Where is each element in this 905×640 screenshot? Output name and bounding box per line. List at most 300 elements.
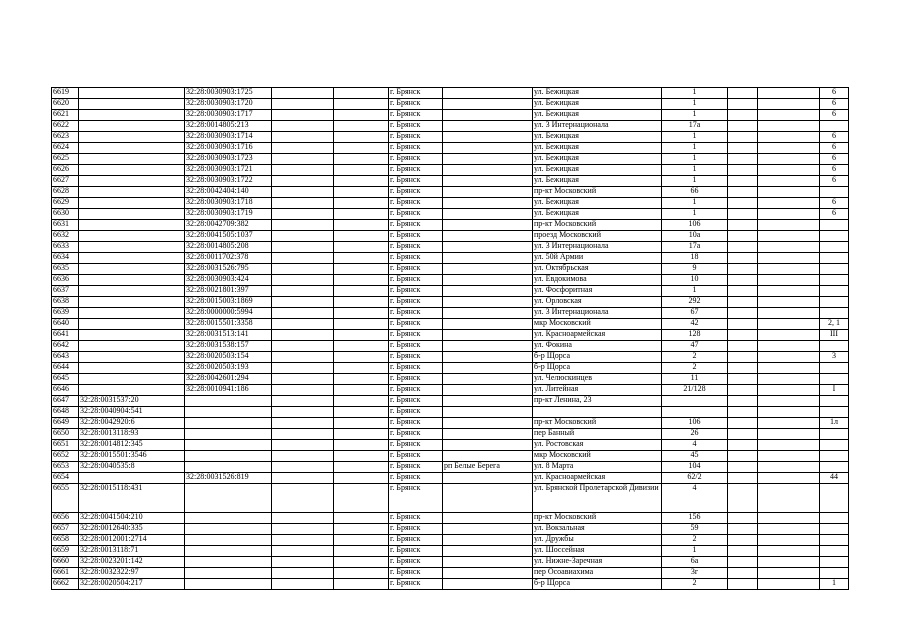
table-row: [52, 308, 849, 319]
empty-cell: [334, 484, 389, 513]
table-row: [52, 187, 849, 198]
empty-cell: [758, 440, 820, 451]
house-number-cell: 6а: [662, 557, 728, 568]
cadastral-number-land: [79, 275, 185, 286]
row-number: 6653: [52, 462, 79, 473]
empty-cell: [272, 484, 334, 513]
house-number-cell: 18: [662, 253, 728, 264]
house-number-cell: 2: [662, 535, 728, 546]
empty-cell: [334, 231, 389, 242]
empty-cell: [272, 88, 334, 99]
street-cell: ул. Орловская: [533, 297, 662, 308]
street-cell: [533, 407, 662, 418]
city-cell: г. Брянск: [389, 220, 443, 231]
empty-cell: [334, 253, 389, 264]
settlement-cell: [443, 319, 533, 330]
cadastral-number-land: 32:28:0014812:345: [79, 440, 185, 451]
empty-cell: [272, 275, 334, 286]
cadastral-number-land: [79, 187, 185, 198]
empty-cell: [728, 297, 758, 308]
row-number: 6639: [52, 308, 79, 319]
premises-cell: 6: [820, 99, 849, 110]
settlement-cell: [443, 165, 533, 176]
table-row: [52, 535, 849, 546]
empty-cell: [334, 418, 389, 429]
house-number-cell: 1: [662, 99, 728, 110]
street-cell: ул. Брянской Пролетарской Дивизии: [533, 484, 662, 513]
empty-cell: [728, 568, 758, 579]
row-number: 6662: [52, 579, 79, 590]
street-cell: б-р Щорса: [533, 579, 662, 590]
empty-cell: [272, 176, 334, 187]
empty-cell: [272, 209, 334, 220]
city-cell: г. Брянск: [389, 121, 443, 132]
table-row: [52, 396, 849, 407]
city-cell: г. Брянск: [389, 462, 443, 473]
house-number-cell: 59: [662, 524, 728, 535]
premises-cell: I: [820, 385, 849, 396]
city-cell: г. Брянск: [389, 484, 443, 513]
street-cell: ул. Бежицкая: [533, 99, 662, 110]
empty-cell: [272, 330, 334, 341]
empty-cell: [272, 165, 334, 176]
row-number: 6642: [52, 341, 79, 352]
row-number: 6655: [52, 484, 79, 513]
empty-cell: [758, 579, 820, 590]
cadastral-number-land: [79, 231, 185, 242]
empty-cell: [334, 198, 389, 209]
city-cell: г. Брянск: [389, 275, 443, 286]
empty-cell: [334, 440, 389, 451]
street-cell: ул. Бежицкая: [533, 132, 662, 143]
empty-cell: [272, 154, 334, 165]
premises-cell: III: [820, 330, 849, 341]
empty-cell: [758, 209, 820, 220]
table-row: [52, 209, 849, 220]
cadastral-number-building: 32:28:0030903:1718: [185, 198, 272, 209]
premises-cell: [820, 513, 849, 524]
city-cell: г. Брянск: [389, 242, 443, 253]
empty-cell: [728, 440, 758, 451]
table-row: [52, 440, 849, 451]
cadastral-number-building: 32:28:0030903:1725: [185, 88, 272, 99]
empty-cell: [272, 579, 334, 590]
empty-cell: [272, 440, 334, 451]
empty-cell: [758, 462, 820, 473]
row-number: 6624: [52, 143, 79, 154]
empty-cell: [758, 253, 820, 264]
row-number: 6651: [52, 440, 79, 451]
empty-cell: [758, 513, 820, 524]
empty-cell: [758, 187, 820, 198]
empty-cell: [728, 546, 758, 557]
empty-cell: [758, 451, 820, 462]
cadastral-number-land: 32:28:0031537:20: [79, 396, 185, 407]
street-cell: пр-кт Ленина, 23: [533, 396, 662, 407]
city-cell: г. Брянск: [389, 473, 443, 484]
cadastral-number-land: 32:28:0012640:335: [79, 524, 185, 535]
street-cell: б-р Щорса: [533, 363, 662, 374]
street-cell: ул. Ростовская: [533, 440, 662, 451]
empty-cell: [758, 352, 820, 363]
row-number: 6661: [52, 568, 79, 579]
settlement-cell: [443, 535, 533, 546]
row-number: 6628: [52, 187, 79, 198]
city-cell: г. Брянск: [389, 557, 443, 568]
empty-cell: [728, 264, 758, 275]
premises-cell: 3: [820, 352, 849, 363]
empty-cell: [728, 557, 758, 568]
empty-cell: [272, 110, 334, 121]
premises-cell: [820, 220, 849, 231]
cadastral-number-land: 32:28:0012001:2714: [79, 535, 185, 546]
table-row: [52, 242, 849, 253]
empty-cell: [272, 264, 334, 275]
cadastral-number-building: 32:28:0015003:1869: [185, 297, 272, 308]
empty-cell: [334, 176, 389, 187]
empty-cell: [758, 484, 820, 513]
empty-cell: [758, 330, 820, 341]
empty-cell: [272, 198, 334, 209]
settlement-cell: [443, 187, 533, 198]
row-number: 6637: [52, 286, 79, 297]
empty-cell: [728, 121, 758, 132]
city-cell: г. Брянск: [389, 264, 443, 275]
street-cell: ул. Литейная: [533, 385, 662, 396]
empty-cell: [758, 154, 820, 165]
street-cell: проезд Московский: [533, 231, 662, 242]
empty-cell: [758, 341, 820, 352]
premises-cell: [820, 546, 849, 557]
empty-cell: [272, 429, 334, 440]
cadastral-number-land: [79, 176, 185, 187]
empty-cell: [758, 275, 820, 286]
house-number-cell: 1: [662, 154, 728, 165]
premises-cell: 1: [820, 579, 849, 590]
cadastral-number-land: [79, 363, 185, 374]
street-cell: мкр Московский: [533, 451, 662, 462]
settlement-cell: [443, 330, 533, 341]
settlement-cell: [443, 513, 533, 524]
table-row: [52, 429, 849, 440]
empty-cell: [728, 286, 758, 297]
cadastral-number-building: 32:28:0000000:5994: [185, 308, 272, 319]
settlement-cell: [443, 546, 533, 557]
empty-cell: [334, 462, 389, 473]
cadastral-number-building: [185, 579, 272, 590]
settlement-cell: [443, 176, 533, 187]
settlement-cell: [443, 132, 533, 143]
empty-cell: [728, 242, 758, 253]
empty-cell: [758, 264, 820, 275]
cadastral-number-building: [185, 451, 272, 462]
premises-cell: [820, 396, 849, 407]
house-number-cell: 106: [662, 418, 728, 429]
house-number-cell: 10: [662, 275, 728, 286]
city-cell: г. Брянск: [389, 253, 443, 264]
table-row: [52, 154, 849, 165]
cadastral-number-building: 32:28:0042601:294: [185, 374, 272, 385]
street-cell: ул. Октябрьская: [533, 264, 662, 275]
table-row: [52, 484, 849, 513]
cadastral-number-building: 32:28:0030903:1716: [185, 143, 272, 154]
house-number-cell: 1: [662, 546, 728, 557]
premises-cell: [820, 286, 849, 297]
table-row: [52, 198, 849, 209]
city-cell: г. Брянск: [389, 535, 443, 546]
cadastral-number-land: [79, 308, 185, 319]
city-cell: г. Брянск: [389, 132, 443, 143]
city-cell: г. Брянск: [389, 308, 443, 319]
settlement-cell: [443, 88, 533, 99]
settlement-cell: [443, 568, 533, 579]
empty-cell: [334, 579, 389, 590]
table-row: [52, 462, 849, 473]
empty-cell: [334, 88, 389, 99]
empty-cell: [334, 451, 389, 462]
house-number-cell: 4: [662, 484, 728, 513]
table-row: [52, 352, 849, 363]
empty-cell: [272, 341, 334, 352]
empty-cell: [272, 132, 334, 143]
cadastral-number-building: [185, 418, 272, 429]
table-row: [52, 363, 849, 374]
premises-cell: 6: [820, 154, 849, 165]
empty-cell: [272, 524, 334, 535]
premises-cell: [820, 557, 849, 568]
settlement-cell: [443, 429, 533, 440]
settlement-cell: [443, 99, 533, 110]
cadastral-number-building: 32:28:0020503:154: [185, 352, 272, 363]
empty-cell: [728, 451, 758, 462]
street-cell: пер Банный: [533, 429, 662, 440]
empty-cell: [334, 513, 389, 524]
premises-cell: [820, 297, 849, 308]
cadastral-number-land: [79, 297, 185, 308]
empty-cell: [334, 99, 389, 110]
cadastral-number-land: 32:28:0041504:210: [79, 513, 185, 524]
empty-cell: [728, 513, 758, 524]
empty-cell: [758, 143, 820, 154]
house-number-cell: 2: [662, 352, 728, 363]
settlement-cell: [443, 275, 533, 286]
row-number: 6640: [52, 319, 79, 330]
settlement-cell: [443, 579, 533, 590]
cadastral-number-land: [79, 110, 185, 121]
city-cell: г. Брянск: [389, 319, 443, 330]
empty-cell: [728, 253, 758, 264]
empty-cell: [728, 418, 758, 429]
cadastral-number-building: 32:28:0011702:378: [185, 253, 272, 264]
premises-cell: [820, 275, 849, 286]
settlement-cell: [443, 286, 533, 297]
table-row: [52, 286, 849, 297]
empty-cell: [758, 363, 820, 374]
house-number-cell: 67: [662, 308, 728, 319]
empty-cell: [272, 308, 334, 319]
empty-cell: [334, 429, 389, 440]
empty-cell: [272, 535, 334, 546]
empty-cell: [728, 330, 758, 341]
table-row: [52, 374, 849, 385]
premises-cell: [820, 451, 849, 462]
empty-cell: [728, 363, 758, 374]
cadastral-number-land: [79, 88, 185, 99]
empty-cell: [758, 220, 820, 231]
empty-cell: [758, 535, 820, 546]
empty-cell: [728, 352, 758, 363]
cadastral-number-land: 32:28:0040904:541: [79, 407, 185, 418]
empty-cell: [728, 165, 758, 176]
table-row: [52, 568, 849, 579]
settlement-cell: [443, 418, 533, 429]
cadastral-number-land: [79, 264, 185, 275]
empty-cell: [272, 546, 334, 557]
cadastral-number-land: [79, 385, 185, 396]
cadastral-number-building: 32:28:0014805:208: [185, 242, 272, 253]
empty-cell: [334, 121, 389, 132]
house-number-cell: 45: [662, 451, 728, 462]
row-number: 6629: [52, 198, 79, 209]
city-cell: г. Брянск: [389, 165, 443, 176]
cadastral-number-land: 32:28:0020504:217: [79, 579, 185, 590]
settlement-cell: [443, 220, 533, 231]
empty-cell: [272, 253, 334, 264]
street-cell: ул. Бежицкая: [533, 165, 662, 176]
premises-cell: 2, 1: [820, 319, 849, 330]
table-row: [52, 99, 849, 110]
table-row: [52, 557, 849, 568]
table-row: [52, 385, 849, 396]
empty-cell: [758, 176, 820, 187]
cadastral-number-building: [185, 513, 272, 524]
table-row: [52, 132, 849, 143]
house-number-cell: 62/2: [662, 473, 728, 484]
row-number: 6630: [52, 209, 79, 220]
cadastral-number-building: [185, 440, 272, 451]
premises-cell: [820, 341, 849, 352]
empty-cell: [728, 462, 758, 473]
house-number-cell: [662, 407, 728, 418]
empty-cell: [272, 231, 334, 242]
premises-cell: 6: [820, 88, 849, 99]
row-number: 6647: [52, 396, 79, 407]
house-number-cell: 1: [662, 88, 728, 99]
row-number: 6627: [52, 176, 79, 187]
empty-cell: [728, 198, 758, 209]
table-row: [52, 297, 849, 308]
settlement-cell: [443, 473, 533, 484]
cadastral-number-land: [79, 330, 185, 341]
empty-cell: [758, 396, 820, 407]
street-cell: ул. Дружбы: [533, 535, 662, 546]
empty-cell: [272, 352, 334, 363]
empty-cell: [334, 535, 389, 546]
row-number: 6631: [52, 220, 79, 231]
cadastral-number-land: 32:28:0032322:97: [79, 568, 185, 579]
empty-cell: [728, 231, 758, 242]
cadastral-number-building: 32:28:0021801:397: [185, 286, 272, 297]
row-number: 6622: [52, 121, 79, 132]
row-number: 6646: [52, 385, 79, 396]
cadastral-number-building: [185, 568, 272, 579]
cadastral-number-building: 32:28:0030903:1719: [185, 209, 272, 220]
empty-cell: [272, 462, 334, 473]
row-number: 6657: [52, 524, 79, 535]
house-number-cell: 292: [662, 297, 728, 308]
empty-cell: [758, 374, 820, 385]
house-number-cell: 1: [662, 286, 728, 297]
empty-cell: [272, 451, 334, 462]
house-number-cell: 66: [662, 187, 728, 198]
street-cell: ул. 3 Интернационала: [533, 121, 662, 132]
empty-cell: [728, 220, 758, 231]
empty-cell: [728, 99, 758, 110]
empty-cell: [334, 557, 389, 568]
empty-cell: [758, 308, 820, 319]
city-cell: г. Брянск: [389, 154, 443, 165]
table-row: [52, 418, 849, 429]
street-cell: ул. Бежицкая: [533, 198, 662, 209]
empty-cell: [334, 352, 389, 363]
empty-cell: [334, 165, 389, 176]
premises-cell: [820, 440, 849, 451]
empty-cell: [334, 132, 389, 143]
house-number-cell: 1: [662, 198, 728, 209]
empty-cell: [758, 242, 820, 253]
empty-cell: [334, 568, 389, 579]
street-cell: ул. Вокзальная: [533, 524, 662, 535]
empty-cell: [758, 418, 820, 429]
table-row: [52, 341, 849, 352]
empty-cell: [334, 407, 389, 418]
city-cell: г. Брянск: [389, 352, 443, 363]
empty-cell: [728, 385, 758, 396]
city-cell: г. Брянск: [389, 363, 443, 374]
street-cell: ул. Бежицкая: [533, 88, 662, 99]
empty-cell: [334, 341, 389, 352]
table-row: [52, 524, 849, 535]
premises-cell: [820, 568, 849, 579]
house-number-cell: 1: [662, 209, 728, 220]
house-number-cell: 1: [662, 165, 728, 176]
empty-cell: [334, 220, 389, 231]
settlement-cell: [443, 524, 533, 535]
house-number-cell: 42: [662, 319, 728, 330]
cadastral-number-land: [79, 473, 185, 484]
empty-cell: [272, 374, 334, 385]
premises-cell: [820, 231, 849, 242]
table-row: [52, 275, 849, 286]
registry-table: [51, 87, 849, 590]
empty-cell: [758, 99, 820, 110]
cadastral-number-land: [79, 352, 185, 363]
settlement-cell: [443, 451, 533, 462]
settlement-cell: [443, 242, 533, 253]
house-number-cell: 11: [662, 374, 728, 385]
city-cell: г. Брянск: [389, 524, 443, 535]
house-number-cell: 9: [662, 264, 728, 275]
empty-cell: [728, 396, 758, 407]
empty-cell: [728, 110, 758, 121]
cadastral-number-land: 32:28:0040535:8: [79, 462, 185, 473]
city-cell: г. Брянск: [389, 176, 443, 187]
registry-sheet: [51, 87, 849, 590]
house-number-cell: 21/128: [662, 385, 728, 396]
house-number-cell: 17а: [662, 242, 728, 253]
empty-cell: [758, 546, 820, 557]
empty-cell: [728, 88, 758, 99]
